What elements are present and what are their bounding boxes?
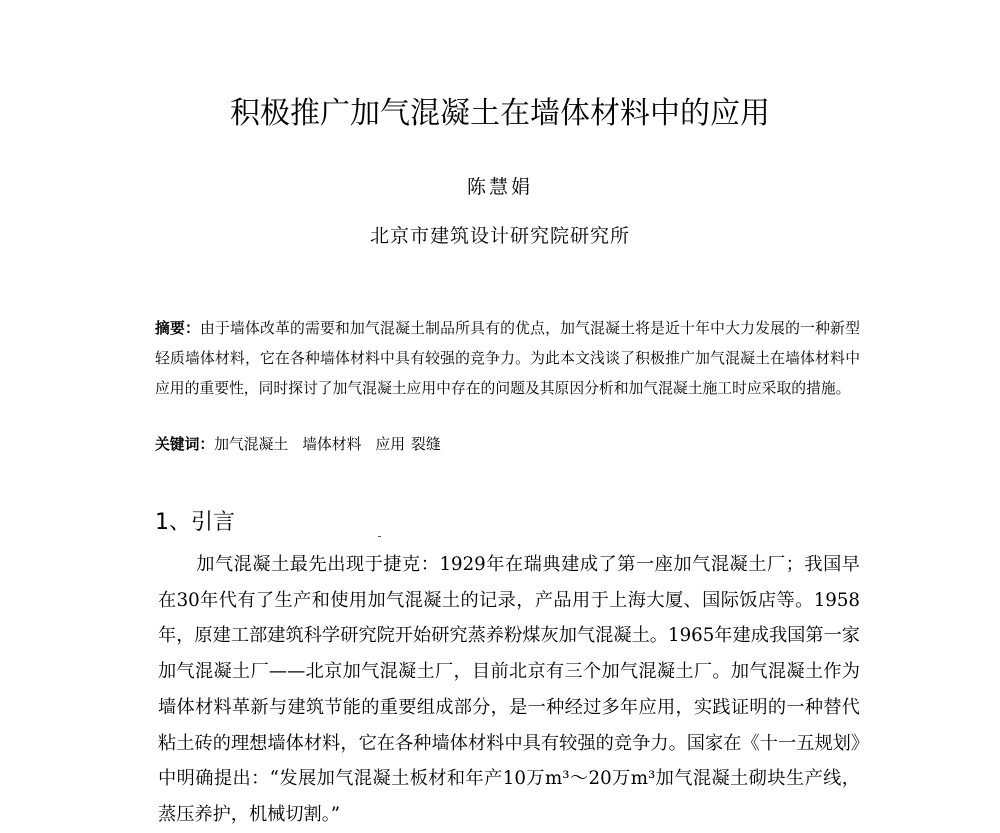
abstract-label: 摘要：: [155, 320, 201, 337]
scan-speck: [378, 536, 381, 537]
paper-title: 积极推广加气混凝土在墙体材料中的应用: [230, 96, 770, 131]
abstract-text: 由于墙体改革的需要和加气混凝土制品所具有的优点，加气混凝土将是近十年中大力发展的一种新型轻质墙体材料，它在各种墙体材料中具有较强的竞争力。为此本文浅谈了积极推广加气混凝土在墙体材料中应用的重要性，同时探讨了加气混凝土应用中存在的问题及其原因分析和加气混凝土施工时应采取的措施。: [155, 320, 860, 397]
keyword: 裂缝: [411, 436, 441, 453]
keywords: [155, 432, 860, 458]
keyword: 加气混凝土: [214, 436, 289, 453]
author-affiliation: 北京市建筑设计研究院研究所: [369, 225, 630, 247]
author-name: 陈慧娟: [466, 176, 533, 198]
body-paragraph: 加气混凝土最先出现于捷克：1929年在瑞典建成了第一座加气混凝土厂；我国早在30年代有了生产和使用加气混凝土的记录，产品用于上海大厦、国际饭店等。1958年，原建工部建筑科学研究院开始研究蒸养粉煤灰加气混凝土。1965年建成我国第一家加气混凝土厂——北京加气混凝土厂，目前北京有三个加气混凝土厂。加气混凝土作为墙体材料革新与建筑节能的重要组成部分，是一种经过多年应用，实践证明的一种替代粘土砖的理想墙体材料，它在各种墙体材料中具有较强的竞争力。国家在《十一五规划》中明确提出：“发展加气混凝土板材和年产10万m³～20万m³加气混凝土砌块生产线，蒸压养护，机械切割。”: [158, 554, 860, 825]
abstract: [155, 314, 860, 404]
keyword: 墙体材料: [302, 436, 362, 453]
keywords-label: 关键词：: [155, 436, 215, 453]
section-heading: 1、引言: [155, 510, 235, 535]
keyword: 应用: [375, 436, 406, 453]
